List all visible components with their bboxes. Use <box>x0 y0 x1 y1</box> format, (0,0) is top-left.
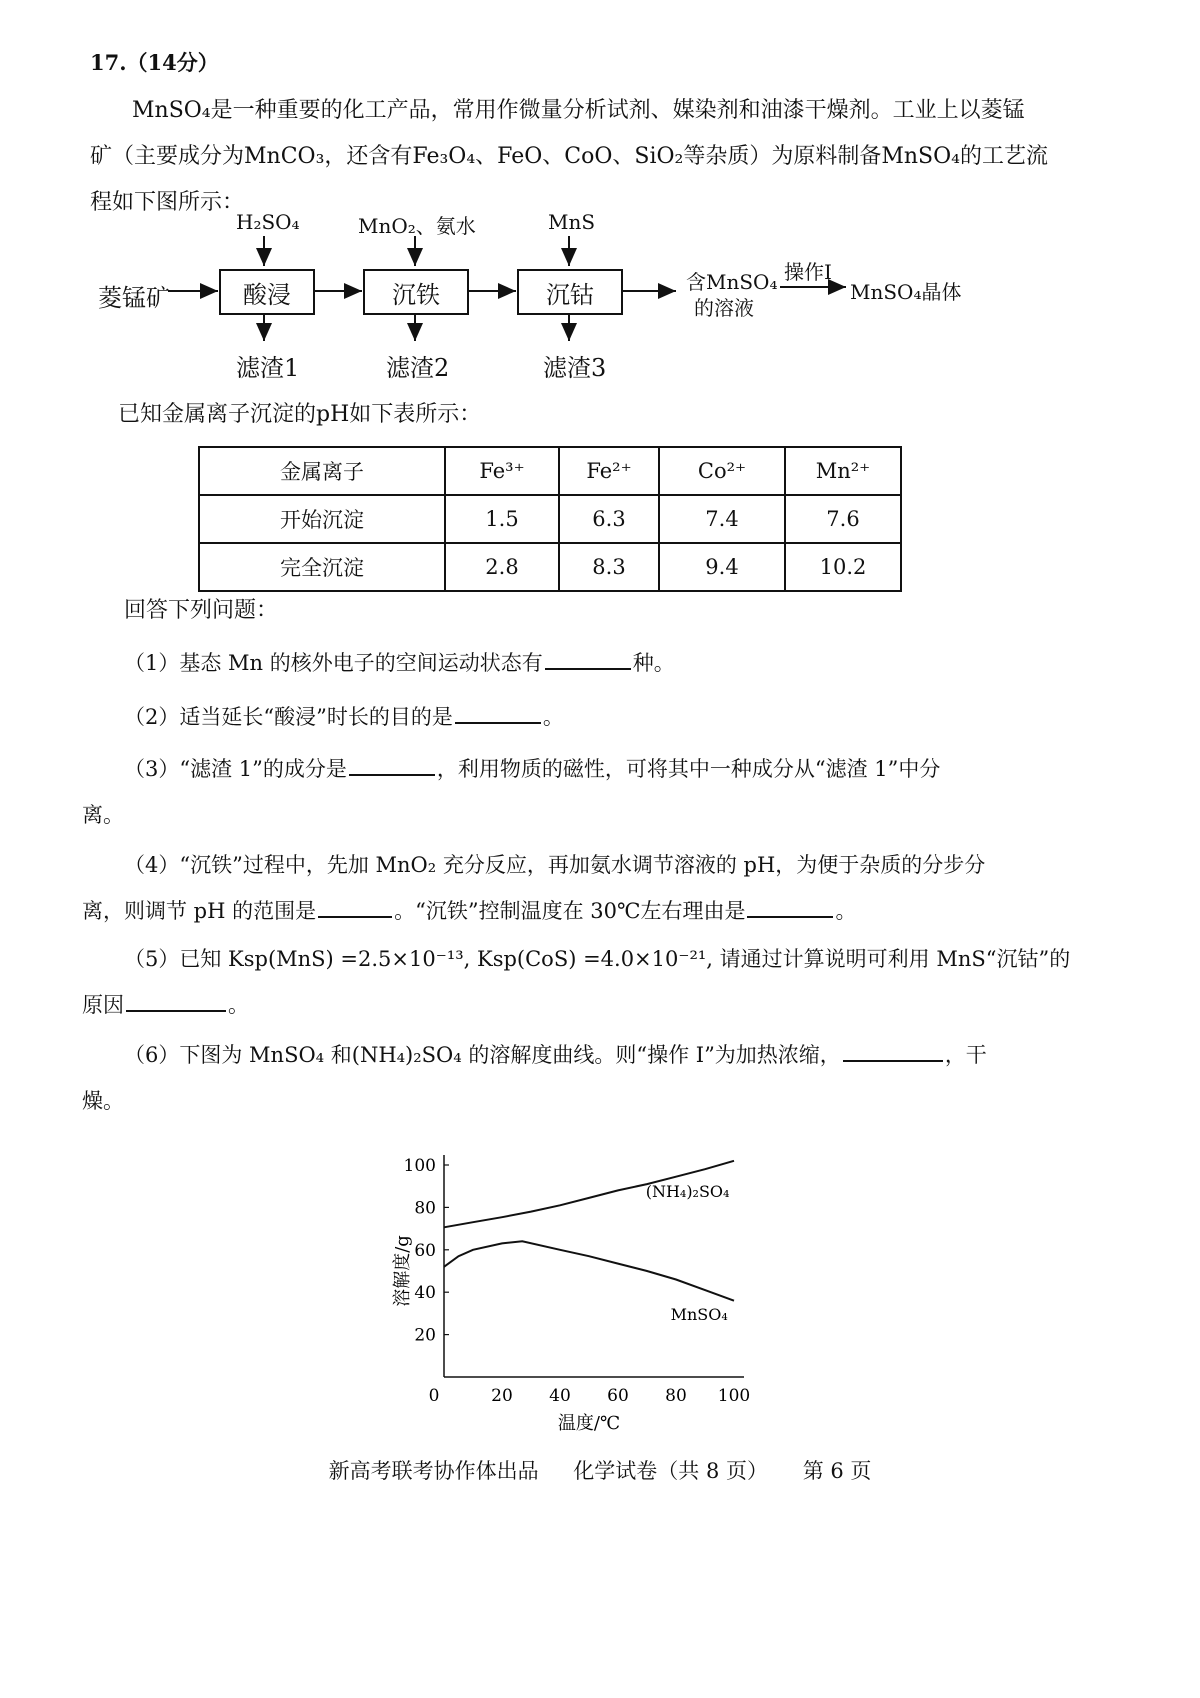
flow-reagent-3: MnS <box>548 210 596 234</box>
table-cell: 7.6 <box>785 495 901 543</box>
intro-line-2: 矿（主要成分为MnCO₃，还含有Fe₃O₄、FeO、CoO、SiO₂等杂质）为原料制备MnSO₄的工艺流 <box>90 144 1048 169</box>
answer-blank <box>455 704 541 724</box>
series-label-1: (NH₄)₂SO₄ <box>645 1181 730 1201</box>
x-tick-label: 100 <box>717 1386 751 1406</box>
flow-product: MnSO₄晶体 <box>850 280 962 304</box>
series-line-2 <box>444 1241 734 1300</box>
ph-table <box>198 446 902 592</box>
x-axis-label: 温度/℃ <box>557 1413 621 1434</box>
flow-step-iron-removal: 沉铁 <box>363 269 469 315</box>
answer-blank <box>747 898 833 918</box>
footer-publisher: 新高考联考协作体出品 <box>328 1459 539 1483</box>
table-header-cell: 金属离子 <box>199 447 445 495</box>
table-row <box>199 543 901 591</box>
table-cell: 7.4 <box>659 495 785 543</box>
table-cell: 2.8 <box>445 543 559 591</box>
question-number: 17.（14分） <box>90 50 219 75</box>
table-header-cell: Mn²⁺ <box>785 447 901 495</box>
question-3: （3）“滤渣 1”的成分是 ，利用物质的磁性，可将其中一种成分从“滤渣 1”中分 离。 <box>82 757 941 827</box>
answer-blank <box>545 650 631 670</box>
table-row <box>199 495 901 543</box>
series-label-2: MnSO₄ <box>670 1304 728 1324</box>
x-tick-label: 20 <box>491 1386 513 1406</box>
table-cell: 9.4 <box>659 543 785 591</box>
question-5: （5）已知 Ksp(MnS) =2.5×10⁻¹³, Ksp(CoS) =4.0×10⁻²¹, 请通过计算说明可利用 MnS“沉钴”的 原因 。 <box>82 947 1071 1017</box>
page-footer <box>0 1455 1200 1485</box>
footer-page: 第 6 页 <box>802 1459 872 1483</box>
flow-residue-2: 滤渣2 <box>386 354 450 382</box>
flow-step-cobalt-removal: 沉钴 <box>517 269 623 315</box>
question-6: （6）下图为 MnSO₄ 和(NH₄)₂SO₄ 的溶解度曲线。则“操作 I”为加热浓缩， ，干 燥。 <box>82 1043 987 1113</box>
y-tick-label: 80 <box>414 1198 436 1219</box>
flow-raw-material: 菱锰矿 <box>98 284 170 312</box>
series-line-1 <box>444 1161 734 1228</box>
y-tick-label: 40 <box>414 1283 436 1304</box>
table-header-cell: Fe²⁺ <box>559 447 659 495</box>
table-cell: 10.2 <box>785 543 901 591</box>
question-2: （2）适当延长“酸浸”时长的目的是 。 <box>124 705 564 729</box>
table-header-cell: Fe³⁺ <box>445 447 559 495</box>
table-cell: 8.3 <box>559 543 659 591</box>
flow-residue-1: 滤渣1 <box>236 354 300 382</box>
intro-line-1: MnSO₄是一种重要的化工产品，常用作微量分析试剂、媒染剂和油漆干燥剂。工业上以菱锰 <box>132 98 1025 123</box>
flow-arrows <box>0 0 1200 400</box>
flow-reagent-2: MnO₂、氨水 <box>358 214 476 238</box>
y-axis-label: 溶解度/g <box>392 1235 413 1307</box>
table-cell: 6.3 <box>559 495 659 543</box>
intro-line-3: 程如下图所示： <box>90 190 245 215</box>
answer-blank <box>318 898 392 918</box>
x-tick-label: 0 <box>428 1386 440 1406</box>
table-intro: 已知金属离子沉淀的pH如下表所示： <box>118 402 482 427</box>
x-tick-label: 80 <box>665 1386 687 1406</box>
table-header-row <box>199 447 901 495</box>
footer-subject: 化学试卷（共 8 页） <box>573 1459 768 1483</box>
x-tick-label: 60 <box>607 1386 629 1406</box>
flow-solution-line-1: 含MnSO₄ <box>686 270 778 294</box>
flow-operation: 操作I <box>784 260 832 284</box>
flow-reagent-1: H₂SO₄ <box>236 210 300 234</box>
answer-blank <box>349 756 435 776</box>
y-tick-label: 100 <box>403 1156 436 1176</box>
answer-blank <box>843 1042 943 1062</box>
table-header-cell: Co²⁺ <box>659 447 785 495</box>
flow-residue-3: 滤渣3 <box>543 354 607 382</box>
table-cell: 完全沉淀 <box>199 543 445 591</box>
x-tick-label: 40 <box>549 1386 571 1406</box>
y-tick-label: 20 <box>414 1325 436 1346</box>
flow-step-acid-leach: 酸浸 <box>219 269 315 315</box>
question-1: （1）基态 Mn 的核外电子的空间运动状态有 种。 <box>124 651 675 675</box>
answer-blank <box>126 992 226 1012</box>
y-tick-label: 60 <box>414 1240 436 1261</box>
flow-solution-line-2: 的溶液 <box>694 296 754 320</box>
answer-prompt: 回答下列问题： <box>124 598 279 623</box>
table-cell: 开始沉淀 <box>199 495 445 543</box>
table-cell: 1.5 <box>445 495 559 543</box>
question-4: （4）“沉铁”过程中，先加 MnO₂ 充分反应，再加氨水调节溶液的 pH，为便于杂质的分步分 离，则调节 pH 的范围是 。“沉铁”控制温度在 30℃左右理由是 。 <box>82 853 986 923</box>
